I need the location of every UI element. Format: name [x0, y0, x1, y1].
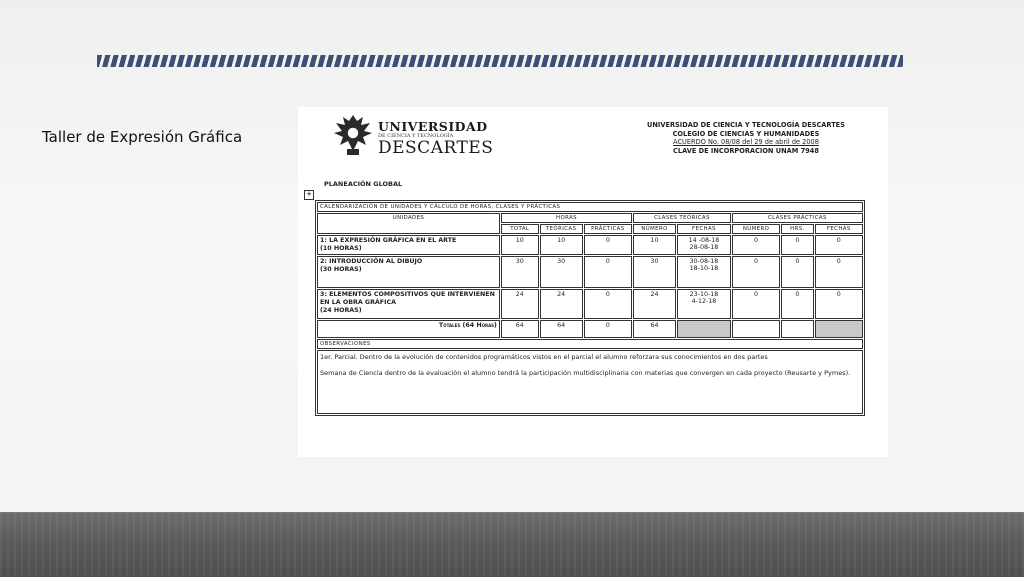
- totals-number: 64: [633, 320, 676, 338]
- number-cell: 30: [633, 256, 676, 288]
- observation-2: Semana de Ciencia dentro de la evaluación el alumno tendrá la participación multidisciplinaria con materias que convergen en cada proyecto (Reusarte y Pymes).: [320, 369, 851, 378]
- number-cell: 10: [633, 235, 676, 255]
- unit-hours: (10 HORAS): [320, 245, 362, 252]
- unit-hours: (24 HORAS): [320, 307, 362, 314]
- dates-cell: [677, 289, 731, 319]
- table-caption: CALENDARIZACIÓN DE UNIDADES Y CÁLCULO DE HORAS, CLASES Y PRÁCTICAS: [317, 202, 863, 212]
- header-practice-classes: CLASES PRÁCTICAS: [732, 213, 863, 223]
- total-cell: 30: [501, 256, 539, 288]
- header-practice-dates: FECHAS: [815, 224, 863, 234]
- theoretical-cell: 30: [540, 256, 583, 288]
- practice-number-cell: 0: [732, 256, 780, 288]
- practice-dates-cell: 0: [815, 256, 863, 288]
- totals-label: Totales (64 Horas): [317, 320, 500, 338]
- theoretical-cell: 10: [540, 235, 583, 255]
- date-end: 28-08-18: [689, 244, 719, 251]
- college-name: COLEGIO DE CIENCIAS Y HUMANIDADES: [672, 129, 820, 138]
- practice-dates-cell: 0: [815, 235, 863, 255]
- number-cell: 24: [633, 289, 676, 319]
- header-practical: PRÁCTICAS: [584, 224, 632, 234]
- university-logo: [330, 111, 494, 161]
- practical-cell: 0: [584, 256, 632, 288]
- unit-title: 3: ELEMENTOS COMPOSITIVOS QUE INTERVIENEN: [320, 291, 495, 298]
- logo-line-1: UNIVERSIDAD: [378, 119, 488, 134]
- unit-subtitle: EN LA OBRA GRÁFICA: [320, 299, 396, 306]
- observations-header: OBSERVACIONES: [317, 339, 863, 349]
- date-end: 18-10-18: [689, 265, 719, 272]
- eagle-emblem-icon: [330, 111, 376, 159]
- totals-practice-number: [732, 320, 780, 338]
- totals-practical: 0: [584, 320, 632, 338]
- header-practice-number: NÚMERO: [732, 224, 780, 234]
- dates-cell: [677, 256, 731, 288]
- unit-title: 2: INTRODUCCIÓN AL DIBUJO: [320, 258, 423, 265]
- date-end: 4-12-18: [691, 298, 717, 305]
- header-total: TOTAL: [501, 224, 539, 234]
- header-hours: HORAS: [501, 213, 632, 223]
- practice-number-cell: 0: [732, 289, 780, 319]
- floor-background: [0, 512, 1024, 577]
- date-start: 30-08-18: [689, 258, 719, 265]
- practice-hrs-cell: 0: [781, 256, 813, 288]
- totals-row: [317, 320, 863, 338]
- table-row: [317, 235, 863, 255]
- unit-cell: [317, 235, 500, 255]
- unit-title: 1: LA EXPRESIÓN GRÁFICA EN EL ARTE: [320, 237, 457, 244]
- unit-cell: [317, 256, 500, 288]
- header-theoretical: TEÓRICAS: [540, 224, 583, 234]
- observations-body: [317, 350, 863, 414]
- incorporation-key: CLAVE DE INCORPORACION UNAM 7948: [673, 146, 819, 155]
- logo-line-3: DESCARTES: [378, 138, 494, 158]
- planning-table-container: [315, 200, 865, 416]
- practice-hrs-cell: 0: [781, 235, 813, 255]
- totals-practice-dates-shaded: [815, 320, 863, 338]
- table-row: [317, 256, 863, 288]
- header-hrs: HRS.: [781, 224, 813, 234]
- totals-practice-hrs: [781, 320, 813, 338]
- logo-line-2: DE CIENCIA Y TECNOLOGÍA: [378, 133, 454, 139]
- totals-dates-shaded: [677, 320, 731, 338]
- document-image: [298, 107, 888, 457]
- practical-cell: 0: [584, 235, 632, 255]
- practice-dates-cell: 0: [815, 289, 863, 319]
- header-number: NÚMERO: [633, 224, 676, 234]
- decorative-stripe: [97, 55, 903, 67]
- date-start: 23-10-18: [689, 291, 719, 298]
- header-theory-classes: CLASES TEÓRICAS: [633, 213, 731, 223]
- header-dates: FECHAS: [677, 224, 731, 234]
- total-cell: 24: [501, 289, 539, 319]
- header-units: UNIDADES: [317, 213, 500, 234]
- unit-cell: [317, 289, 500, 319]
- table-row: [317, 289, 863, 319]
- institution-header: [616, 121, 876, 155]
- date-start: 14 -08-18: [688, 237, 720, 244]
- unit-hours: (30 HORAS): [320, 266, 362, 273]
- table-move-handle-icon[interactable]: +: [304, 190, 314, 200]
- slide-title: Taller de Expresión Gráfica: [42, 128, 243, 146]
- practical-cell: 0: [584, 289, 632, 319]
- totals-theoretical: 64: [540, 320, 583, 338]
- practice-number-cell: 0: [732, 235, 780, 255]
- dates-cell: [677, 235, 731, 255]
- total-cell: 10: [501, 235, 539, 255]
- institution-name: UNIVERSIDAD DE CIENCIA Y TECNOLOGÍA DESCARTES: [647, 121, 845, 129]
- planning-table: [315, 200, 865, 416]
- observation-1: 1er. Parcial. Dentro de la evolución de contenidos programáticos vistos en el parcial el alumno reforzara sus conocimientos en dos partes: [320, 353, 768, 361]
- section-title: PLANEACIÓN GLOBAL: [324, 180, 403, 188]
- totals-total: 64: [501, 320, 539, 338]
- practice-hrs-cell: 0: [781, 289, 813, 319]
- agreement-line: ACUERDO No. 08/08 del 29 de abril de 2008: [673, 138, 819, 147]
- theoretical-cell: 24: [540, 289, 583, 319]
